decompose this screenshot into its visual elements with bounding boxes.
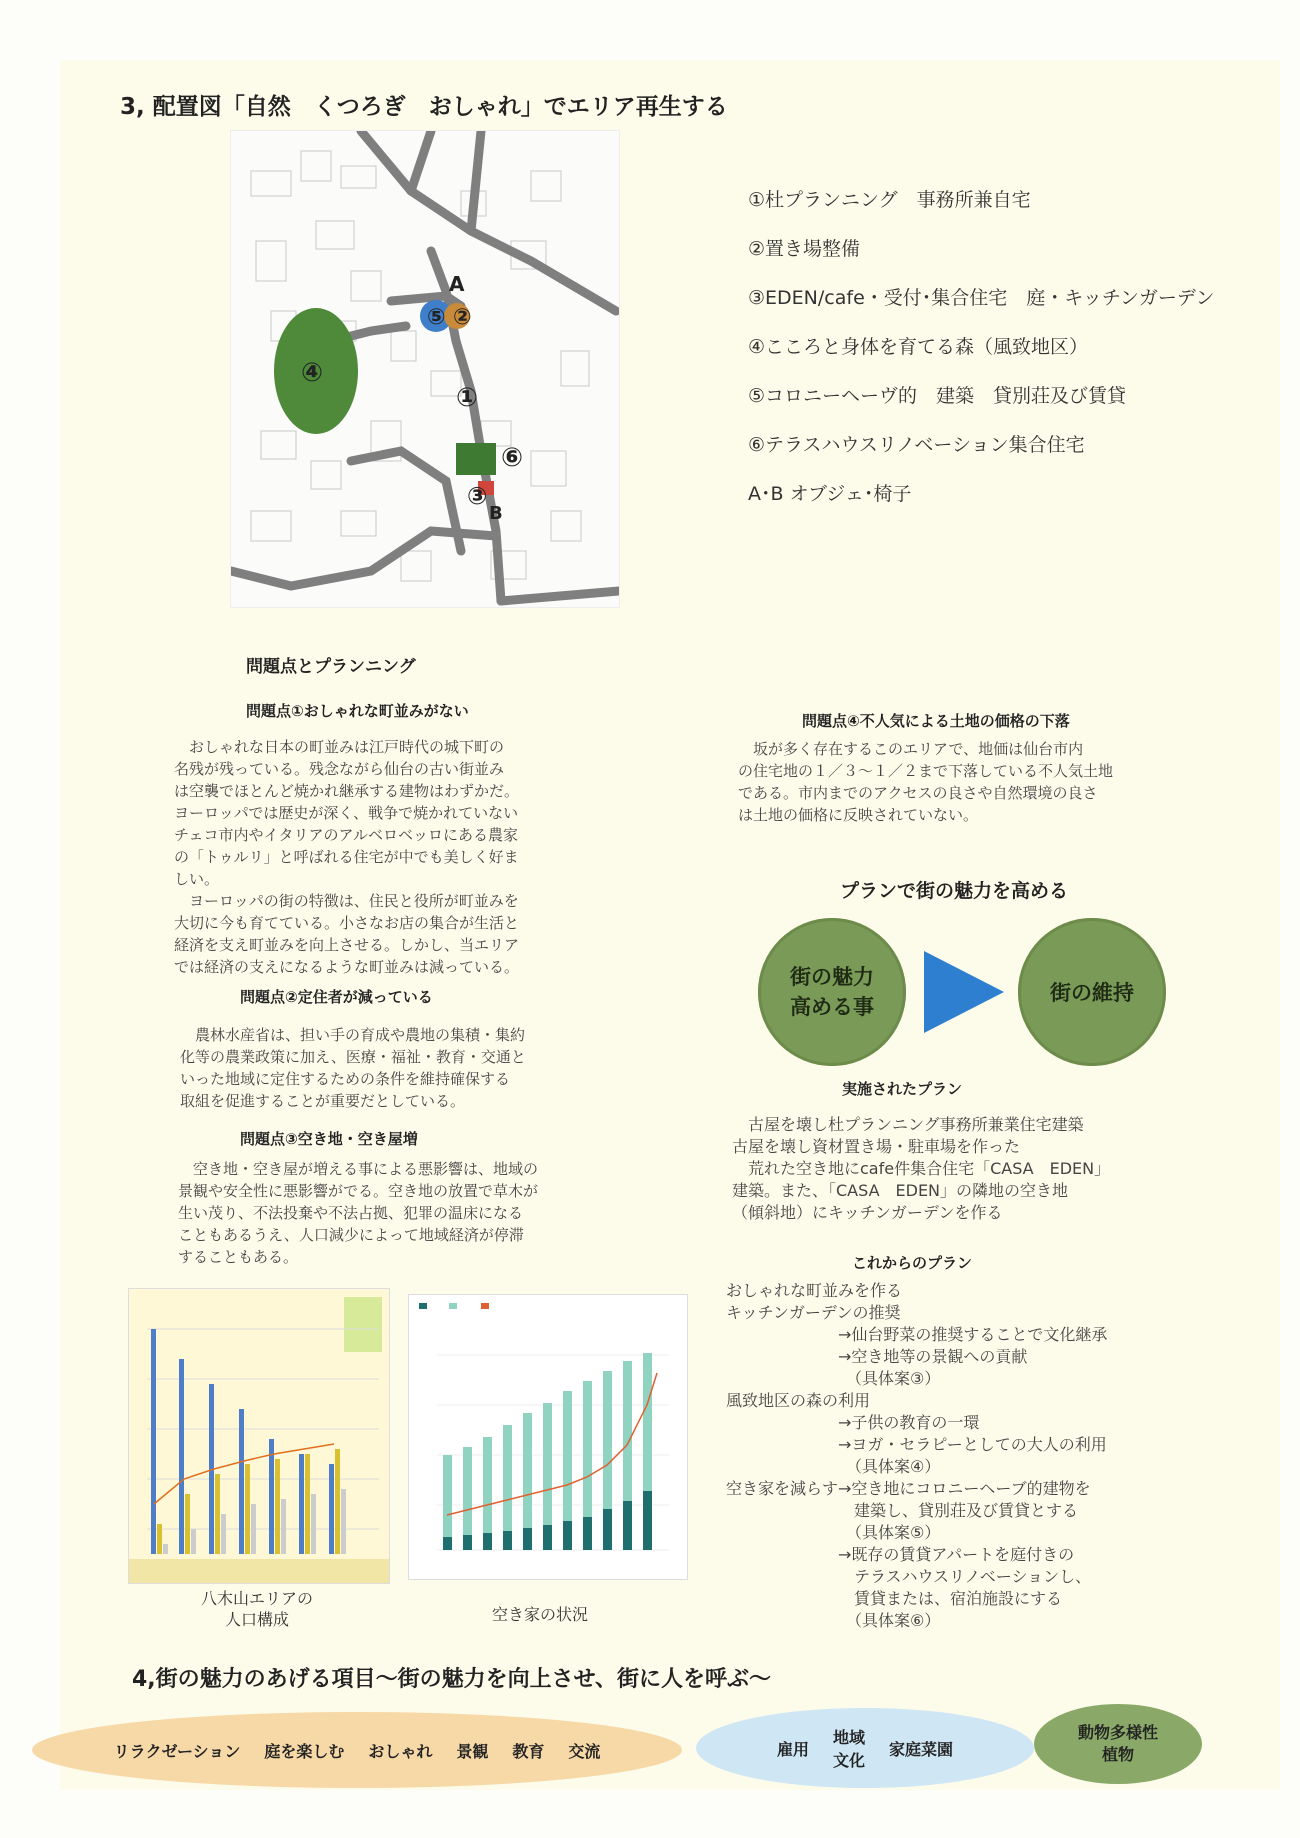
item-fashion: おしゃれ [368, 1741, 433, 1761]
item-garden: 庭を楽しむ [264, 1741, 345, 1761]
future-plan-list: おしゃれな町並みを作る キッチンガーデンの推奨 →仙台野菜の推奨することで文化継承 →空き地等の景観への貢献 （具体案③） 風致地区の森の利用 →子供の教育の一環 →ヨガ・セラピーとしての大人の利用 （具体案④） 空き家を減らす→空き地にコロニーヘーブ的建物を 建築し、貸別荘及び賃貸とする （具体案⑤） →既存の賃貸アパートを庭付きの テラスハウスリノベーションし、 賃貸または、宿泊施設にする （具体案⑥） [726, 1281, 1108, 1630]
vacancy-chart-image [408, 1294, 688, 1580]
vacancy-chart-graphic [409, 1295, 687, 1579]
marker-4: ④ [301, 358, 324, 388]
map-legend [748, 188, 1215, 531]
item-education: 教育 [512, 1741, 545, 1761]
circle-maintain: 街の維持 [1018, 918, 1166, 1066]
problem2-title: 問題点②定住者が減っている [240, 988, 433, 1006]
section3-title: 3, 配置図「自然 くつろぎ おしゃれ」でエリア再生する [120, 94, 728, 120]
item-exchange: 交流 [568, 1741, 601, 1761]
implemented-title: 実施されたプラン [842, 1080, 963, 1098]
item-employment: 雇用 [776, 1739, 809, 1759]
legend-item: ②置き場整備 [748, 238, 861, 260]
plan-heading: プランで街の魅力を高める [840, 880, 1069, 902]
legend-item: ③EDEN/cafe・受付･集合住宅 庭・キッチンガーデン [748, 287, 1215, 309]
population-chart-image [128, 1288, 390, 1584]
marker-6: ⑥ [501, 443, 524, 473]
legend-item: ⑥テラスハウスリノベーション集合住宅 [748, 434, 1085, 456]
problems-heading: 問題点とプランニング [246, 657, 416, 677]
site-map [230, 130, 620, 608]
vacancy-chart-caption: 空き家の状況 [491, 1605, 588, 1624]
item-local-culture: 地域 文化 [832, 1728, 865, 1770]
legend-item: A･B オブジェ･椅子 [748, 483, 912, 505]
legend-item: ④こころと身体を育てる森（風致地区） [748, 336, 1089, 358]
problem3-title: 問題点③空き地・空き屋増 [240, 1130, 418, 1148]
marker-a: A [449, 272, 465, 296]
population-chart-caption: 八木山エリアの 人口構成 [200, 1589, 313, 1629]
marker-5: ⑤ [427, 305, 446, 330]
population-chart-graphic [129, 1289, 389, 1583]
item-relaxation: リラクゼーション [113, 1741, 241, 1761]
problem1-text: おしゃれな日本の町並みは江戸時代の城下町の 名残が残っている。残念ながら仙台の古い街並み は空襲でほとんど焼かれ継承する建物はわずかだ。 ヨーロッパでは歴史が深く、戦争で焼かれていない チェコ市内やイタリアのアルベロベッロにある農家 の「トゥルリ」と呼ばれる住宅が中でも美しく好ま しい。 ヨーロッパの街の特徴は、住民と役所が町並みを 大切に今も育てている。小さなお店の集合が生活と 経済を支え町並みを向上させる。しかし、当エリア では経済の支えになるような町並みは減っている。 [174, 738, 520, 976]
section4-title: 4,街の魅力のあげる項目～街の魅力を向上させ、街に人を呼ぶ～ [132, 1667, 772, 1692]
circle-charm: 街の魅力 高める事 [758, 918, 906, 1066]
legend-item: ⑤コロニーヘーヴ的 建築 貸別荘及び賃貸 [748, 385, 1127, 407]
problem4-text: 坂が多く存在するこのエリアで、地価は仙台市内 の住宅地の１／３～１／２まで下落している不人気土地 である。市内までのアクセスの良さや自然環境の良さ は土地の価格に反映されていない。 [738, 740, 1114, 824]
item-home-garden: 家庭菜園 [889, 1739, 954, 1759]
map-drawing [231, 131, 619, 607]
problem1-title: 問題点①おしゃれな町並みがない [246, 702, 469, 720]
arrow-right-icon [924, 951, 1004, 1033]
implemented-text: 古屋を壊し杜プランニング事務所兼業住宅建築 古屋を壊し資材置き場・駐車場を作った 荒れた空き地にcafe件集合住宅「CASA EDEN」 建築。また、「CASA EDEN」の隣地の空き地 （傾斜地）にキッチンガーデンを作る [732, 1115, 1111, 1222]
oval-orange [32, 1712, 682, 1788]
legend-item: ①杜プランニング 事務所兼自宅 [748, 189, 1031, 211]
marker-2: ② [453, 305, 472, 330]
problem2-text: 農林水産省は、担い手の育成や農地の集積・集約 化等の農業政策に加え、医療・福祉・教育・交通と いった地域に定住するための条件を維持確保する 取組を促進することが重要だとしている。 [180, 1026, 526, 1110]
oval-green: 動物多様性 植物 [1034, 1704, 1202, 1784]
problem3-text: 空き地・空き屋が増える事による悪影響は、地域の 景観や安全性に悪影響がでる。空き地の放置で草木が 生い茂り、不法投棄や不法占拠、犯罪の温床になる こともあるうえ、人口減少によって地域経済が停滞 することもある。 [178, 1160, 539, 1266]
future-title: これからのプラン [852, 1254, 973, 1272]
problem4-title: 問題点④不人気による土地の価格の下落 [802, 712, 1070, 730]
marker-b: B [489, 503, 503, 524]
oval-blue [696, 1708, 1034, 1788]
marker-3: ③ [467, 482, 488, 510]
item-scenery: 景観 [456, 1741, 489, 1761]
marker-1: ① [456, 383, 479, 413]
